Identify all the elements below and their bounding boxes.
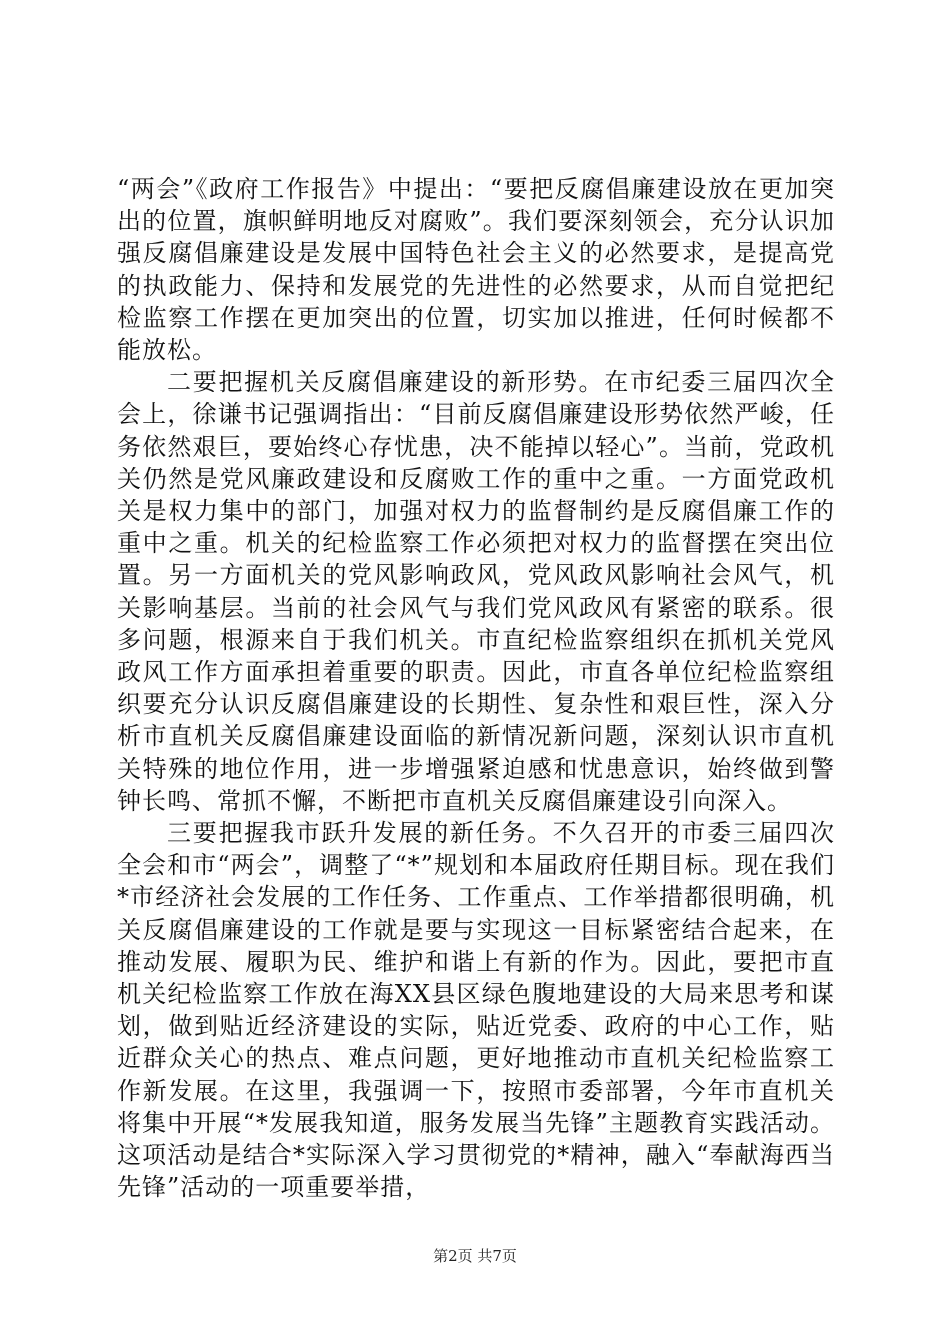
paragraph-3: 三要把握我市跃升发展的新任务。不久召开的市委三届四次全会和市“两会”，调整了“*”规划和本届政府任期目标。现在我们*市经济社会发展的工作任务、工作重点、工作举措都很明确，机关反腐倡廉建设的工作就是要与实现这一目标紧密结合起来，在推动发展、履职为民、维护和谐上有新的作为。因此，要把市直机关纪检监察工作放在海XX县区绿色腹地建设的大局来思考和谋划，做到贴近经济建设的实际，贴近党委、政府的中心工作，贴近群众关心的热点、难点问题，更好地推动市直机关纪检监察工作新发展。在这里，我强调一下，按照市委部署，今年市直机关将集中开展“*发展我知道，服务发展当先锋”主题教育实践活动。这项活动是结合*实际深入学习贯彻党的*精神，融入“奉献海西当先锋”活动的一项重要举措， <box>117 819 835 1202</box>
paragraph-2: 二要把握机关反腐倡廉建设的新形势。在市纪委三届四次全会上，徐谦书记强调指出：“目前反腐倡廉建设形势依然严峻，任务依然艰巨，要始终心存忧患，决不能掉以轻心”。当前，党政机关仍然是党风廉政建设和反腐败工作的重中之重。一方面党政机关是权力集中的部门，加强对权力的监督制约是反腐倡廉工作的重中之重。机关的纪检监察工作必须把对权力的监督摆在突出位置。另一方面机关的党风影响政风，党风政风影响社会风气，机关影响基层。当前的社会风气与我们党风政风有紧密的联系。很多问题，根源来自于我们机关。市直纪检监察组织在抓机关党风政风工作方面承担着重要的职责。因此，市直各单位纪检监察组织要充分认识反腐倡廉建设的长期性、复杂性和艰巨性，深入分析市直机关反腐倡廉建设面临的新情况新问题，深刻认识市直机关特殊的地位作用，进一步增强紧迫感和忧患意识，始终做到警钟长鸣、常抓不懈，不断把市直机关反腐倡廉建设引向深入。 <box>117 368 835 815</box>
page-number-footer: 第2页 共7页 <box>433 1247 517 1265</box>
document-body <box>117 173 835 1204</box>
paragraph-1: “两会”《政府工作报告》中提出：“要把反腐倡廉建设放在更加突出的位置，旗帜鲜明地反对腐败”。我们要深刻领会，充分认识加强反腐倡廉建设是发展中国特色社会主义的必然要求，是提高党的执政能力、保持和发展党的先进性的必然要求，从而自觉把纪检监察工作摆在更加突出的位置，切实加以推进，任何时候都不能放松。 <box>117 175 835 365</box>
